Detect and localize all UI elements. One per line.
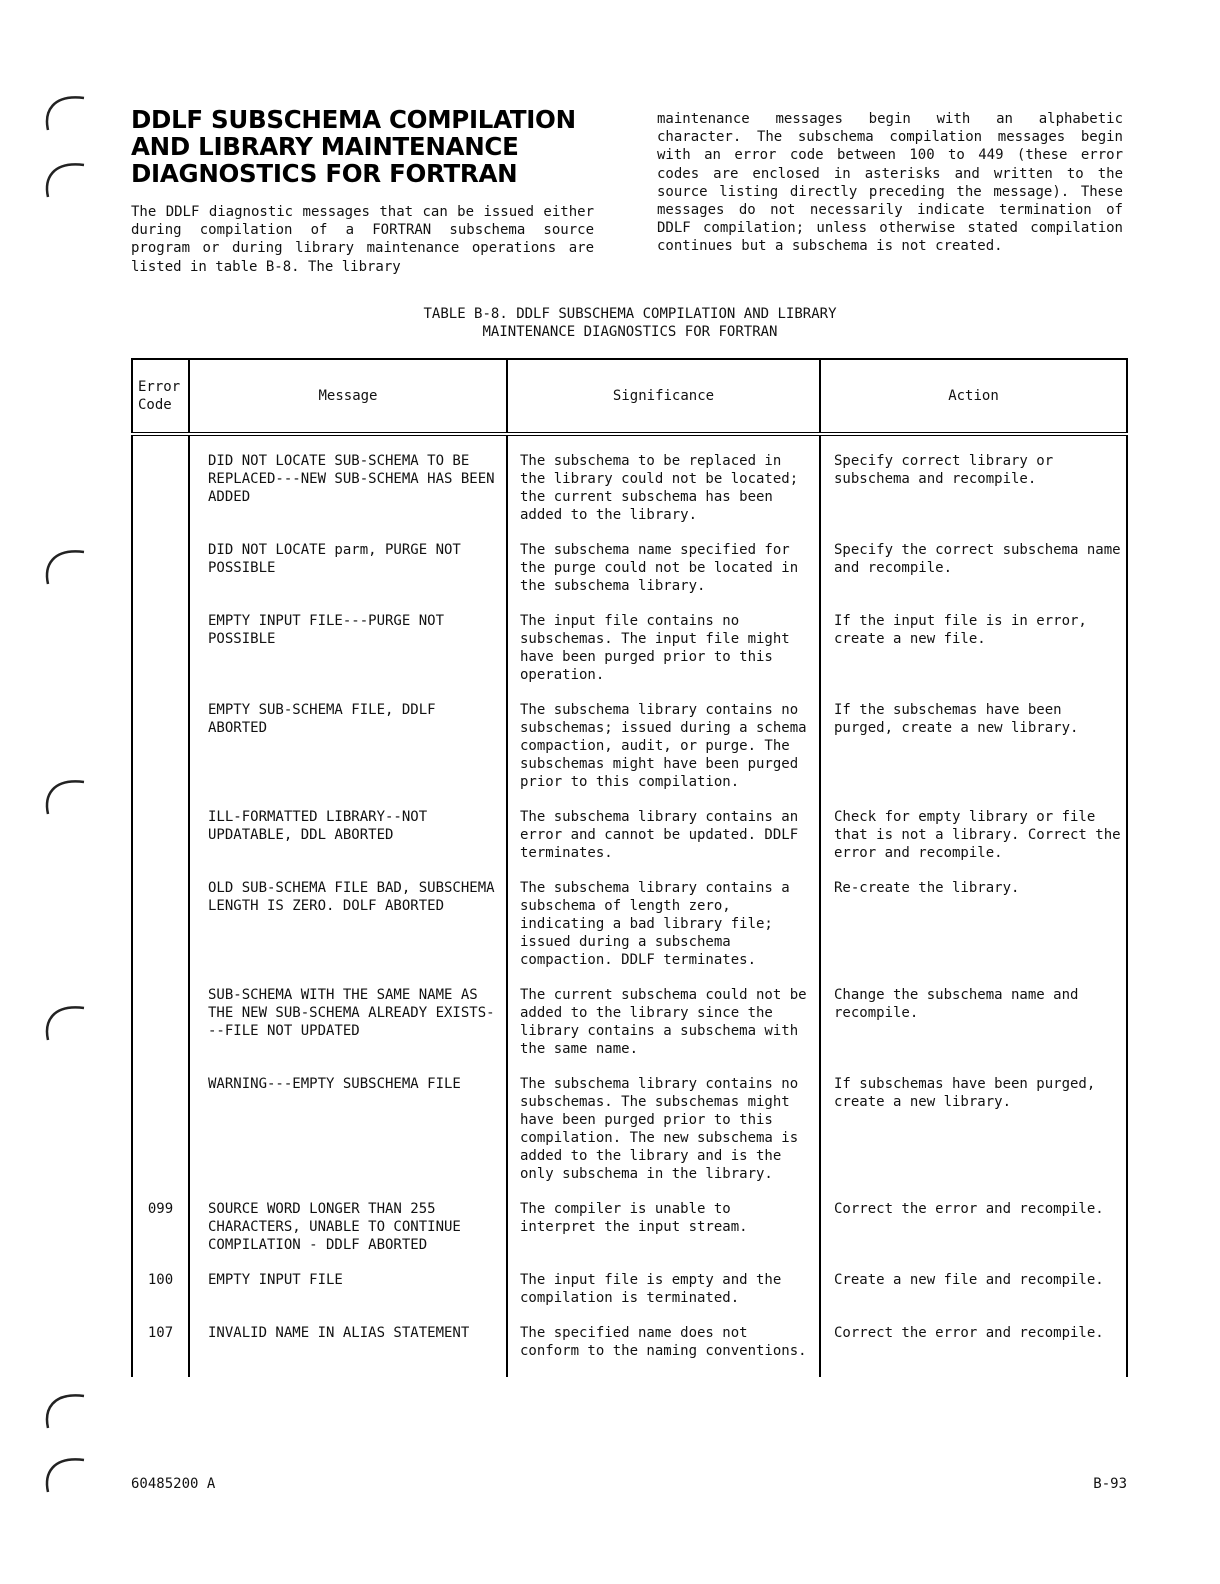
table-title xyxy=(300,305,960,341)
table-row xyxy=(132,1075,1127,1200)
header-error-code xyxy=(132,359,189,434)
table-row xyxy=(132,879,1127,986)
action-cell: If the input file is in error, create a new file. xyxy=(820,612,1127,701)
intro-paragraph-right: maintenance messages begin with an alphabetic character. The subschema compilation messages begin with an error code between 100 to 449 (these error codes are enclosed in asterisks and written to the source listing directly preceding the message). These messages do not necessarily indicate termination of DDLF compilation; unless otherwise stated compilation continues but a subschema is not created. xyxy=(657,111,1123,255)
action-cell: Check for empty library or file that is not a library. Correct the error and recompile. xyxy=(820,808,1127,879)
error-code-cell xyxy=(132,541,189,612)
action-cell: Specify the correct subschema name and recompile. xyxy=(820,541,1127,612)
header-error-code-line: Code xyxy=(138,397,172,413)
action-cell: Change the subschema name and recompile. xyxy=(820,986,1127,1075)
table-row xyxy=(132,808,1127,879)
action-cell: Re-create the library. xyxy=(820,879,1127,986)
significance-cell: The current subschema could not be added to the library since the library contains a subschema with the same name. xyxy=(507,986,820,1075)
table-row xyxy=(132,1271,1127,1324)
error-code-cell xyxy=(132,701,189,808)
message-cell: INVALID NAME IN ALIAS STATEMENT xyxy=(189,1324,507,1377)
significance-cell: The subschema to be replaced in the library could not be located; the current subschema has been added to the library. xyxy=(507,434,820,541)
significance-cell: The compiler is unable to interpret the input stream. xyxy=(507,1200,820,1271)
punch-hole-mark xyxy=(42,1448,88,1494)
table-row xyxy=(132,541,1127,612)
significance-cell: The subschema name specified for the purge could not be located in the subschema library. xyxy=(507,541,820,612)
page-number: B-93 xyxy=(1093,1476,1127,1492)
heading-line: DDLF SUBSCHEMA COMPILATION xyxy=(131,105,576,134)
error-code-cell: 099 xyxy=(132,1200,189,1271)
action-cell: Correct the error and recompile. xyxy=(820,1200,1127,1271)
significance-cell: The subschema library contains an error and cannot be updated. DDLF terminates. xyxy=(507,808,820,879)
punch-hole-mark xyxy=(42,996,88,1042)
error-code-cell: 100 xyxy=(132,1271,189,1324)
action-cell: Specify correct library or subschema and recompile. xyxy=(820,434,1127,541)
punch-hole-mark xyxy=(42,540,88,586)
message-cell: EMPTY SUB-SCHEMA FILE, DDLF ABORTED xyxy=(189,701,507,808)
header-error-code-line: Error xyxy=(138,379,181,395)
action-cell: If the subschemas have been purged, create a new library. xyxy=(820,701,1127,808)
punch-hole-mark xyxy=(42,770,88,816)
table-title-line: TABLE B-8. DDLF SUBSCHEMA COMPILATION AND LIBRARY xyxy=(423,306,837,322)
table-row xyxy=(132,1200,1127,1271)
error-code-cell xyxy=(132,879,189,986)
header-action: Action xyxy=(820,359,1127,434)
table-row xyxy=(132,434,1127,541)
message-cell: WARNING---EMPTY SUBSCHEMA FILE xyxy=(189,1075,507,1200)
error-code-cell: 107 xyxy=(132,1324,189,1377)
significance-cell: The input file is empty and the compilation is terminated. xyxy=(507,1271,820,1324)
table-row xyxy=(132,701,1127,808)
message-cell: DID NOT LOCATE parm, PURGE NOT POSSIBLE xyxy=(189,541,507,612)
message-cell: OLD SUB-SCHEMA FILE BAD, SUBSCHEMA LENGTH IS ZERO. DOLF ABORTED xyxy=(189,879,507,986)
message-cell: DID NOT LOCATE SUB-SCHEMA TO BE REPLACED---NEW SUB-SCHEMA HAS BEEN ADDED xyxy=(189,434,507,541)
document-number: 60485200 A xyxy=(131,1476,216,1492)
significance-cell: The subschema library contains no subschemas; issued during a schema compaction, audit, or purge. The subschemas might have been purged prior to this compilation. xyxy=(507,701,820,808)
heading-line: DIAGNOSTICS FOR FORTRAN xyxy=(131,159,518,188)
table-header-row xyxy=(132,359,1127,434)
action-cell: If subschemas have been purged, create a new library. xyxy=(820,1075,1127,1200)
punch-hole-mark xyxy=(42,86,88,132)
action-cell: Correct the error and recompile. xyxy=(820,1324,1127,1377)
message-cell: ILL-FORMATTED LIBRARY--NOT UPDATABLE, DDL ABORTED xyxy=(189,808,507,879)
significance-cell: The subschema library contains no subschemas. The subschemas might have been purged prior to this compilation. The new subschema is added to the library and is the only subschema in the library. xyxy=(507,1075,820,1200)
punch-hole-mark xyxy=(42,1384,88,1430)
message-cell: SOURCE WORD LONGER THAN 255 CHARACTERS, UNABLE TO CONTINUE COMPILATION - DDLF ABORTED xyxy=(189,1200,507,1271)
message-cell: EMPTY INPUT FILE---PURGE NOT POSSIBLE xyxy=(189,612,507,701)
error-code-cell xyxy=(132,434,189,541)
table-row xyxy=(132,1324,1127,1377)
error-code-cell xyxy=(132,612,189,701)
heading-line: AND LIBRARY MAINTENANCE xyxy=(131,132,519,161)
significance-cell: The specified name does not conform to the naming conventions. xyxy=(507,1324,820,1377)
table-row xyxy=(132,612,1127,701)
significance-cell: The subschema library contains a subschema of length zero, indicating a bad library file; issued during a subschema compaction. DDLF terminates. xyxy=(507,879,820,986)
error-code-cell xyxy=(132,986,189,1075)
error-code-cell xyxy=(132,1075,189,1200)
table-title-line: MAINTENANCE DIAGNOSTICS FOR FORTRAN xyxy=(482,324,778,340)
significance-cell: The input file contains no subschemas. The input file might have been purged prior to this operation. xyxy=(507,612,820,701)
message-cell: SUB-SCHEMA WITH THE SAME NAME AS THE NEW SUB-SCHEMA ALREADY EXISTS---FILE NOT UPDATED xyxy=(189,986,507,1075)
header-significance: Significance xyxy=(507,359,820,434)
action-cell: Create a new file and recompile. xyxy=(820,1271,1127,1324)
table-row xyxy=(132,986,1127,1075)
intro-paragraph-left: The DDLF diagnostic messages that can be issued either during compilation of a FORTRAN subschema source program or during library maintenance operations are listed in table B-8. The library xyxy=(131,204,594,275)
punch-hole-mark xyxy=(42,153,88,199)
section-heading xyxy=(131,105,576,188)
error-code-cell xyxy=(132,808,189,879)
message-cell: EMPTY INPUT FILE xyxy=(189,1271,507,1324)
diagnostics-table xyxy=(131,358,1128,1377)
header-message: Message xyxy=(189,359,507,434)
